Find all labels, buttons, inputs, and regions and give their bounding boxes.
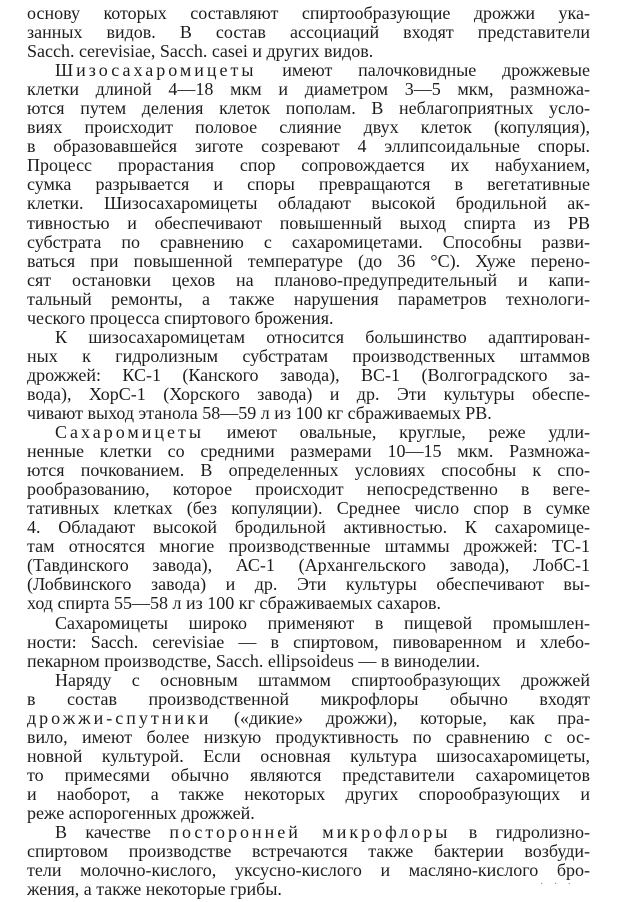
- text-line: [27, 594, 590, 613]
- text-segment: клетки длиной 4—18 мкм и диаметром 3—5 мкм, размножа-: [27, 79, 590, 100]
- text-segment: в состав производственной микрофлоры обычно входят: [27, 688, 590, 709]
- text-line: [27, 880, 590, 899]
- text-segment: ных к гидролизным субстратам производственных штаммов: [27, 345, 590, 366]
- text-segment: в образовавшейся зиготе созревают 4 эллипсоидальные споры.: [27, 136, 590, 157]
- text-segment: К шизосахаромицетам относится большинство адаптирован-: [55, 326, 590, 347]
- text-line: [27, 518, 590, 537]
- text-segment: ности: Sacch. cerevisiae — в спиртовом, пивоваренном и хлебо-: [27, 631, 590, 652]
- text-line: [27, 709, 590, 728]
- text-line: [27, 461, 590, 480]
- text-segment: жения, а также некоторые грибы.: [27, 879, 282, 900]
- text-segment: Сахаромицеты широко применяют в пищевой промышлен-: [55, 612, 590, 633]
- text-line: [27, 385, 590, 404]
- paragraph: [27, 823, 590, 899]
- text-line: [27, 252, 590, 271]
- text-line: [27, 137, 590, 156]
- text-segment: ются путем деления клеток пополам. В неблагоприятных усло-: [27, 98, 590, 119]
- paragraph: [27, 328, 590, 423]
- text-segment: («дикие» дрожжи), которые, как пра-: [211, 707, 590, 728]
- text-segment: вода), ХорС-1 (Хорского завода) и др. Эти культуры обеспе-: [27, 383, 590, 404]
- text-line: [27, 728, 590, 747]
- text-line: [27, 366, 590, 385]
- text-line: [27, 214, 590, 233]
- text-line: [27, 842, 590, 861]
- text-line: [27, 423, 590, 442]
- text-segment: тальный ремонты, а также нарушения параметров технологи-: [27, 288, 590, 309]
- text-line: [27, 823, 590, 842]
- text-segment: занных видов. В состав ассоциаций входят представители: [27, 22, 590, 43]
- text-line: [27, 499, 590, 518]
- text-line: [27, 80, 590, 99]
- text-segment: в гидролизно-: [450, 822, 590, 843]
- emphasized-term: дрожжи-спутники: [27, 707, 212, 728]
- paragraph: [27, 61, 590, 328]
- text-line: [27, 575, 590, 594]
- emphasized-term: Сахаромицеты: [55, 422, 205, 443]
- emphasized-term: посторонней микрофлоры: [169, 822, 451, 843]
- text-segment: пекарном производстве, Sacch. ellipsoideus — в виноделии.: [27, 650, 481, 671]
- text-segment: (Лобвинского завода) и др. Эти культуры обеспечивают вы-: [27, 574, 590, 595]
- text-line: [27, 99, 590, 118]
- text-line: [27, 747, 590, 766]
- text-segment: новной культурой. Если основная культура шизосахаромицеты,: [27, 745, 590, 766]
- emphasized-term: Шизосахаромицеты: [55, 60, 257, 81]
- text-segment: чивают выход этанола 58—59 л из 100 кг сбраживаемых РВ.: [27, 402, 492, 423]
- text-line: [27, 61, 590, 80]
- text-segment: то примесями обычно являются представители сахаромицетов: [27, 764, 590, 785]
- text-segment: (Тавдинского завода), АС-1 (Архангельского завода), ЛобС-1: [27, 555, 590, 576]
- text-line: [27, 404, 590, 423]
- text-line: [27, 156, 590, 175]
- text-segment: 4. Обладают высокой бродильной активностью. К сахаромице-: [27, 517, 590, 538]
- text-segment: основу которых составляют спиртообразующие дрожжи ука-: [27, 3, 590, 23]
- scan-specks: · · ·: [540, 879, 575, 890]
- text-segment: сят остановки цехов на планово-предупредительный и капи-: [27, 269, 590, 290]
- text-line: [27, 614, 590, 633]
- text-segment: клетки. Шизосахаромицеты обладают высокой бродильной ак-: [27, 193, 590, 214]
- text-segment: Процесс прорастания спор сопровождается их набуханием,: [27, 155, 590, 176]
- text-segment: Sacch. cerevisiae, Sacch. casei и других видов.: [27, 41, 374, 62]
- text-segment: реже аспорогенных дрожжей.: [27, 802, 255, 823]
- text-line: [27, 309, 590, 328]
- text-segment: виях происходит половое слияние двух клеток (копуляция),: [27, 117, 590, 138]
- text-line: [27, 23, 590, 42]
- text-line: [27, 118, 590, 137]
- text-segment: ход спирта 55—58 л из 100 кг сбраживаемых сахаров.: [27, 593, 441, 614]
- paragraph: [27, 671, 590, 823]
- text-line: [27, 556, 590, 575]
- text-segment: ческого процесса спиртового брожения.: [27, 307, 334, 328]
- document-page: [27, 4, 590, 899]
- text-line: [27, 271, 590, 290]
- text-segment: тативных клетках (без копуляции). Среднее число спор в сумке: [27, 498, 590, 519]
- text-segment: имеют палочковидные дрожжевые: [256, 60, 590, 81]
- text-line: [27, 328, 590, 347]
- text-line: [27, 290, 590, 309]
- text-segment: имеют овальные, круглые, реже удли-: [204, 422, 590, 443]
- text-line: [27, 233, 590, 252]
- text-segment: субстрата по сравнению с сахаромицетами. Способны разви-: [27, 231, 590, 252]
- text-line: [27, 480, 590, 499]
- text-segment: ваться при повышенной температуре (до 36 °С). Хуже перено-: [27, 250, 590, 271]
- text-segment: дрожжей: КС-1 (Канского завода), ВС-1 (Волгоградского за-: [27, 364, 590, 385]
- text-segment: В качестве: [55, 822, 170, 843]
- text-line: [27, 861, 590, 880]
- text-segment: рообразованию, которое происходит непосредственно в веге-: [27, 479, 590, 500]
- text-segment: сумка разрывается и споры превращаются в вегетативные: [27, 174, 590, 195]
- text-segment: там относятся многие производственные штаммы дрожжей: ТС-1: [27, 536, 590, 557]
- text-segment: ются почкованием. В определенных условиях способны к спо-: [27, 460, 590, 481]
- text-segment: ненные клетки со средними размерами 10—15 мкм. Размножа-: [27, 441, 590, 462]
- text-line: [27, 42, 590, 61]
- text-line: [27, 347, 590, 366]
- text-segment: тивностью и обеспечивают повышенный выход спирта из РВ: [27, 212, 590, 233]
- text-line: [27, 804, 590, 823]
- text-line: [27, 442, 590, 461]
- text-line: [27, 652, 590, 671]
- paragraph: [27, 4, 590, 61]
- text-line: [27, 175, 590, 194]
- text-line: [27, 4, 590, 23]
- text-segment: Наряду с основным штаммом спиртообразующих дрожжей: [55, 669, 590, 690]
- text-line: [27, 537, 590, 556]
- text-line: [27, 633, 590, 652]
- text-line: [27, 671, 590, 690]
- paragraph: [27, 614, 590, 671]
- text-segment: вило, имеют более низкую продуктивность по сравнению с ос-: [27, 726, 590, 747]
- text-segment: и наоборот, а также некоторых других спорообразующих и: [27, 783, 590, 804]
- text-line: [27, 194, 590, 213]
- text-segment: спиртовом производстве встречаются также бактерии возбуди-: [27, 841, 590, 862]
- text-line: [27, 785, 590, 804]
- text-line: [27, 766, 590, 785]
- text-segment: тели молочно-кислого, уксусно-кислого и масляно-кислого бро-: [27, 860, 590, 881]
- text-line: [27, 690, 590, 709]
- paragraph: [27, 423, 590, 613]
